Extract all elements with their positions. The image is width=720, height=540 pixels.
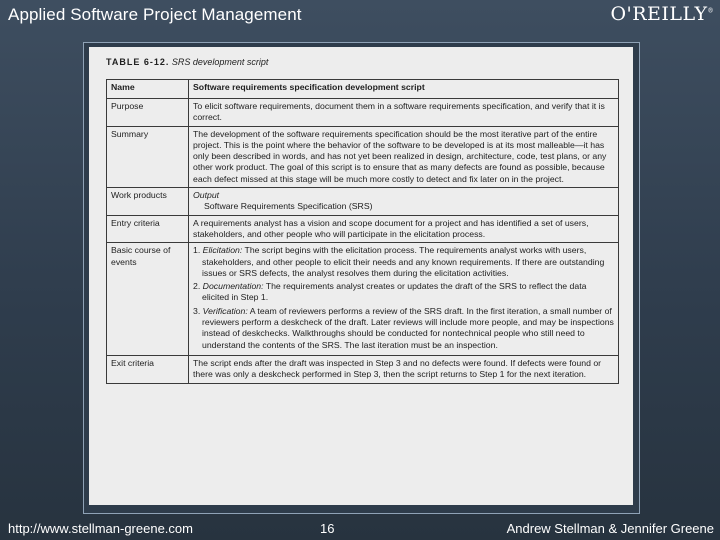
logo-text: O'REILLY xyxy=(610,3,708,25)
table-caption xyxy=(106,57,268,67)
exit-criteria-label: Exit criteria xyxy=(107,355,189,383)
work-products-row xyxy=(107,188,619,216)
entry-criteria-text: A requirements analyst has a vision and scope document for a project and has identified a set of users, stakeholders, and other people who will participate in the elicitation process. xyxy=(189,215,619,243)
basic-course-cell xyxy=(189,243,619,356)
entry-criteria-label: Entry criteria xyxy=(107,215,189,243)
step-item xyxy=(193,306,615,351)
basic-course-row xyxy=(107,243,619,356)
slide-title: Applied Software Project Management xyxy=(8,5,302,24)
footer-url: http://www.stellman-greene.com xyxy=(8,521,193,536)
scanned-page xyxy=(89,47,633,505)
purpose-text: To elicit software requirements, document them in a software requirements specification, and verify that it is correct. xyxy=(189,99,619,127)
purpose-label: Purpose xyxy=(107,99,189,127)
summary-label: Summary xyxy=(107,126,189,187)
srs-script-table xyxy=(106,79,619,384)
page-number: 16 xyxy=(320,521,335,536)
exit-criteria-row xyxy=(107,355,619,383)
table-header-row xyxy=(107,80,619,99)
entry-criteria-row xyxy=(107,215,619,243)
summary-text: The development of the software requirements specification should be the most iterative part of the entire project. This is the point where the behavior of the software to be developed is at its most malleable—it has only been described in words, and has not yet been realized in design, architecture, code, test plans, or any other work product. The goal of this script is to ensure that as many defects are found as possible, because each defect missed at this stage will be much more costly to detect and fix later on in the project. xyxy=(189,126,619,187)
work-products-cell xyxy=(189,188,619,216)
header-name-cell: Name xyxy=(107,80,189,99)
purpose-row xyxy=(107,99,619,127)
step-text: The script begins with the elicitation process. The requirements analyst works with users, stakeholders, and other people to elicit their needs and any known requirements. If there are outstanding issues or SRS defects, the analyst resolves them during the elicitation activities. xyxy=(202,245,605,278)
step-name: Documentation: xyxy=(202,281,264,292)
output-label: Output xyxy=(193,190,220,201)
logo-registered-mark: ® xyxy=(707,7,714,15)
exit-criteria-text: The script ends after the draft was inspected in Step 3 and no defects were found. If defects were found or there was only a deskcheck performed in Step 3, then the script returns to Step 1 for the next iteration. xyxy=(189,355,619,383)
table-caption-title: SRS development script xyxy=(171,57,269,67)
step-name: Verification: xyxy=(202,305,248,316)
step-number: 2. xyxy=(193,281,201,292)
header-value-cell: Software requirements specification development script xyxy=(189,80,619,99)
summary-row xyxy=(107,126,619,187)
step-name: Elicitation: xyxy=(202,245,243,256)
work-products-label: Work products xyxy=(107,188,189,216)
step-item xyxy=(193,281,615,304)
table-caption-number: TABLE 6-12. xyxy=(106,57,170,67)
output-item: Software Requirements Specification (SRS) xyxy=(204,201,373,212)
step-text: A team of reviewers performs a review of the SRS draft. In the first iteration, a small number of reviewers perform a deskcheck of the draft. Later reviews will include more people, and may be inspections instead of deskchecks. Walkthroughs should be conducted for nontechnical people who still need to understand the contents of the SRS. The last iteration must be an inspection. xyxy=(202,305,614,350)
step-text: The requirements analyst creates or updates the draft of the SRS to reflect the data elicited in Step 1. xyxy=(202,281,587,303)
oreilly-logo xyxy=(610,3,714,25)
footer-authors: Andrew Stellman & Jennifer Greene xyxy=(506,521,714,536)
steps-list xyxy=(193,245,615,351)
step-number: 3. xyxy=(193,305,201,316)
step-number: 1. xyxy=(193,245,201,256)
basic-course-label: Basic course of events xyxy=(107,243,189,356)
step-item xyxy=(193,245,615,279)
